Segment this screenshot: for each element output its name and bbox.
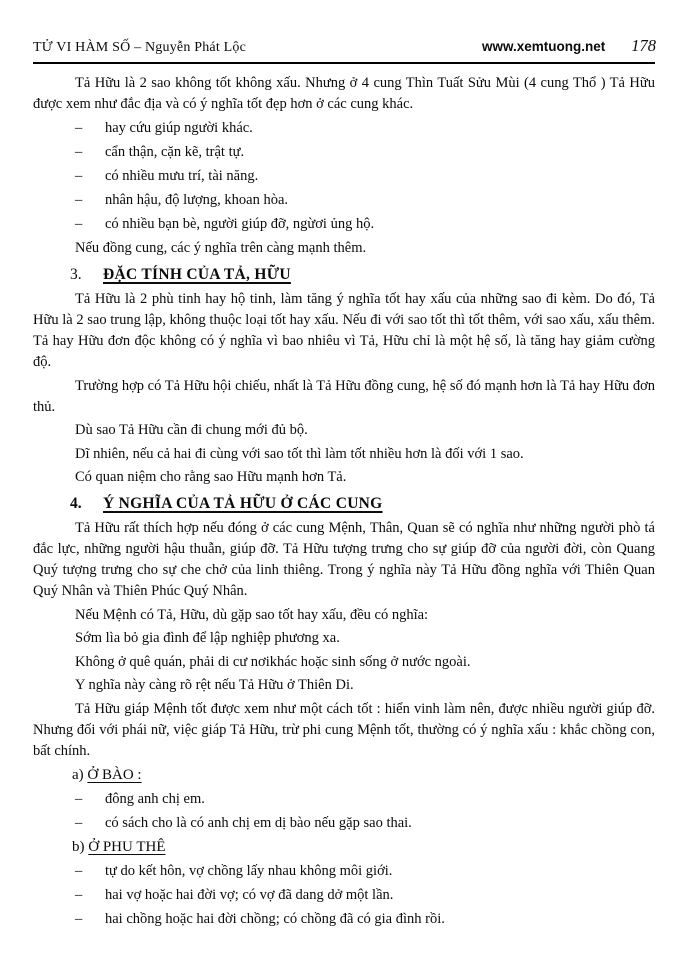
dash-bullet-icon: – bbox=[75, 144, 83, 160]
section-number: 3. bbox=[70, 266, 82, 283]
header-right bbox=[482, 36, 656, 56]
list-item bbox=[33, 789, 655, 810]
paragraph: Dù sao Tả Hữu cần đi chung mới đủ bộ. bbox=[75, 422, 308, 438]
dash-bullet-icon: – bbox=[75, 790, 83, 807]
section-title: Ý NGHĨA CỦA TẢ HỮU Ở CÁC CUNG bbox=[103, 495, 383, 512]
list-item-text: cẩn thận, cặn kẽ, trật tự. bbox=[105, 144, 245, 160]
list-item-text: có sách cho là có anh chị em dị bào nếu gặp sao thai. bbox=[105, 814, 412, 831]
dash-bullet-icon: – bbox=[75, 120, 83, 136]
website-url: www.xemtuong.net bbox=[481, 39, 606, 54]
list-item bbox=[33, 118, 655, 139]
page-header bbox=[33, 36, 656, 56]
section-heading-3 bbox=[33, 264, 655, 285]
note-paragraph: Nếu đồng cung, các ý nghĩa trên càng mạnh thêm. bbox=[75, 240, 367, 256]
paragraph: Y nghĩa này càng rõ rệt nếu Tả Hữu ở Thiên Di. bbox=[75, 677, 354, 693]
list-item-text: có nhiều bạn bè, người giúp đỡ, ngừơi ủng hộ. bbox=[105, 216, 375, 232]
intro-paragraph: Tả Hữu là 2 sao không tốt không xấu. Nhưng ở 4 cung Thìn Tuất Sửu Mùi (4 cung Thổ ) Tả Hữu được xem như đắc địa và có ý nghĩa tốt đẹp hơn ở các cung khác. bbox=[33, 75, 655, 112]
subsection-heading-b bbox=[33, 837, 655, 858]
list-item-text: hay cứu giúp người khác. bbox=[105, 120, 253, 136]
list-item-text: tự do kết hôn, vợ chồng lấy nhau không môi giới. bbox=[105, 862, 393, 879]
paragraph: Không ở quê quán, phải di cư nơikhác hoặc sinh sống ở nước ngoài. bbox=[75, 653, 471, 670]
paragraph: Tả Hữu rất thích hợp nếu đóng ở các cung Mệnh, Thân, Quan sẽ có nghĩa như những người phò tá đắc lực, những người hậu thuẫn, giúp đỡ. Tả Hữu tượng trưng cho sự giúp đỡ của người đời, còn Quang Quý tượng trưng cho sự che chở của linh thiêng. Trong ý nghĩa này Tả Hữu đồng nghĩa với Thiên Quan Quý Nhân và Thiên Phúc Quý Nhân. bbox=[33, 520, 655, 599]
paragraph: Tả Hữu là 2 phù tinh hay hộ tinh, làm tăng ý nghĩa tốt hay xấu của những sao đi kèm. Do đó, Tả Hữu là 2 sao trung lập, không thuộc loại tốt hay xấu. Nếu đi với sao tốt thì tốt thêm, với sao xấu, xấu thêm. Tả hay Hữu đơn độc không có ý nghĩa vì bao nhiêu vì Tả, Hữu chỉ là một hệ số, là tăng hay giảm cường độ. bbox=[33, 291, 655, 370]
list-item-text: hai vợ hoặc hai đời vợ; có vợ đã dang dở một lần. bbox=[105, 886, 394, 903]
section-title: ĐẶC TÍNH CỦA TẢ, HỮU bbox=[103, 266, 291, 283]
paragraph: Tả Hữu giáp Mệnh tốt được xem như một cách tốt : hiển vinh làm nên, được nhiều người giúp đỡ. Nhưng đối với phái nữ, việc giáp Tả Hữu, trừ phi cung Mệnh tốt, thường có ý nghĩa xấu : khắc chồng con, bất chính. bbox=[33, 700, 655, 759]
paragraph: Nếu Mệnh có Tả, Hữu, dù gặp sao tốt hay xấu, đều có nghĩa: bbox=[75, 606, 429, 623]
dash-bullet-icon: – bbox=[75, 216, 83, 232]
subsection-label: a) bbox=[72, 766, 84, 783]
list-item-text: nhân hậu, độ lượng, khoan hòa. bbox=[105, 192, 289, 208]
subsection-title: Ở BÀO : bbox=[87, 766, 142, 783]
list-item bbox=[33, 214, 655, 235]
book-title: TỬ VI HÀM SỐ – Nguyễn Phát Lộc bbox=[33, 40, 246, 55]
list-item bbox=[33, 142, 655, 163]
list-item bbox=[33, 861, 655, 882]
paragraph: Dĩ nhiên, nếu cả hai đi cùng với sao tốt thì làm tốt nhiều hơn là đối với 1 sao. bbox=[75, 445, 524, 462]
dash-bullet-icon: – bbox=[75, 814, 83, 831]
list-item-text: có nhiều mưu trí, tài năng. bbox=[105, 168, 259, 184]
section-number: 4. bbox=[70, 495, 82, 512]
subsection-heading-a bbox=[33, 765, 655, 786]
dash-bullet-icon: – bbox=[75, 168, 83, 184]
paragraph: Có quan niệm cho rằng sao Hữu mạnh hơn Tả. bbox=[75, 469, 347, 485]
subsection-title: Ở PHU THÊ bbox=[88, 838, 166, 855]
paragraph: Trường hợp có Tả Hữu hội chiếu, nhất là Tả Hữu đồng cung, hệ số đó mạnh hơn là Tả hay Hữu đơn thủ. bbox=[33, 377, 655, 415]
dash-bullet-icon: – bbox=[75, 886, 83, 903]
list-item bbox=[33, 885, 655, 906]
paragraph: Sớm lìa bỏ gia đình để lập nghiệp phương xa. bbox=[75, 630, 340, 646]
list-item bbox=[33, 909, 655, 930]
list-item-text: đông anh chị em. bbox=[105, 790, 205, 807]
dash-bullet-icon: – bbox=[75, 910, 83, 927]
list-item bbox=[33, 166, 655, 187]
page-number: 178 bbox=[631, 36, 656, 55]
list-item bbox=[33, 813, 655, 834]
subsection-label: b) bbox=[72, 838, 85, 855]
dash-bullet-icon: – bbox=[75, 862, 83, 879]
section-heading-4 bbox=[33, 493, 655, 514]
list-item bbox=[33, 190, 655, 211]
header-divider bbox=[33, 62, 655, 64]
list-item-text: hai chồng hoặc hai đời chồng; có chồng đã có gia đình rồi. bbox=[105, 910, 445, 927]
dash-bullet-icon: – bbox=[75, 192, 83, 208]
page-content bbox=[33, 73, 655, 930]
